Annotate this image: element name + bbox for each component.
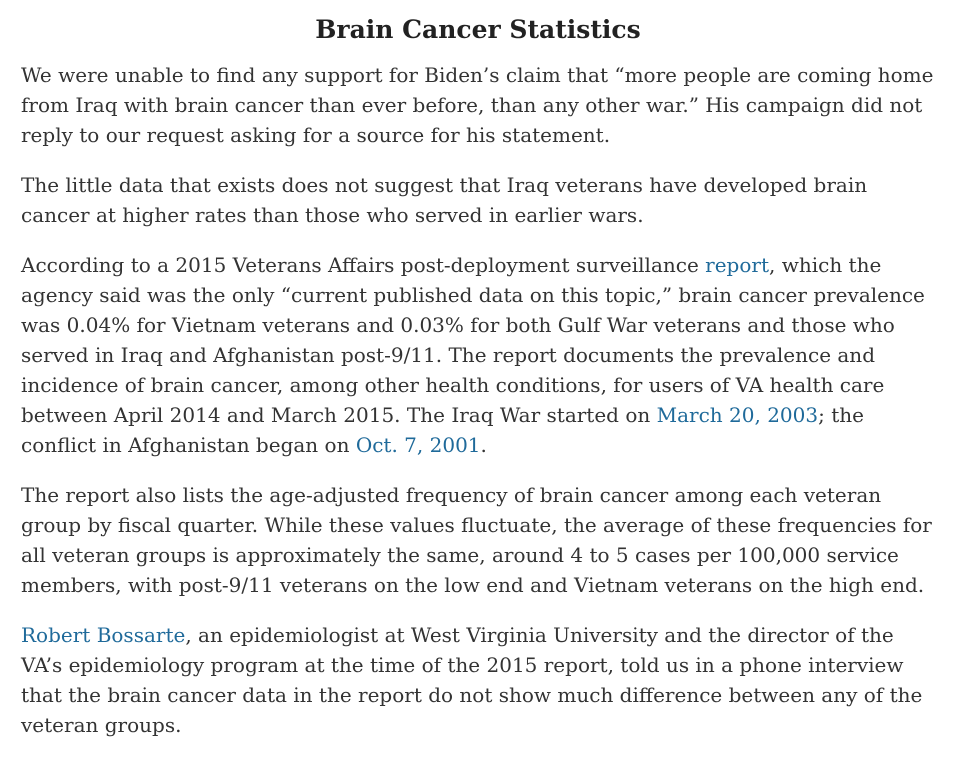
article-body [21, 60, 935, 740]
text-run: We were unable to find any support for Biden’s claim that “more people are coming home from Iraq with brain cancer than ever before, than any other war.” His campaign did not reply to our request asking for a source for his statement. [21, 63, 934, 147]
para-bossarte-interview [21, 620, 935, 740]
afghanistan-start-date-link[interactable]: Oct. 7, 2001 [355, 433, 481, 457]
para-biden-claim [21, 60, 935, 150]
report-link[interactable]: report [705, 253, 769, 277]
text-run: , which the agency said was the only “current published data on this topic,” brain cancer prevalence was 0.04% for Vietnam veterans and 0.03% for both Gulf War veterans and those who served in Iraq and Afghanistan post-9/11. The report documents the prevalence and incidence of brain cancer, among other health conditions, for users of VA health care between April 2014 and March 2015. The Iraq War started on [21, 253, 925, 427]
text-run: , an epidemiologist at West Virginia University and the director of the VA’s epidemiology program at the time of the 2015 report, told us in a phone interview that the brain cancer data in the report do not show much difference between any of the veteran groups. [21, 623, 923, 737]
iraq-war-start-date-link[interactable]: March 20, 2003 [656, 403, 819, 427]
text-run: The little data that exists does not suggest that Iraq veterans have developed brain cancer at higher rates than those who served in earlier wars. [21, 173, 868, 227]
para-little-data [21, 170, 935, 230]
text-run: . [480, 433, 487, 457]
text-run: The report also lists the age-adjusted frequency of brain cancer among each veteran group by fiscal quarter. While these values fluctuate, the average of these frequencies for all veteran groups is approximately the same, around 4 to 5 cases per 100,000 service members, with post-9/11 veterans on the low end and Vietnam veterans on the high end. [21, 483, 932, 597]
para-age-adjusted-frequency [21, 480, 935, 600]
robert-bossarte-link[interactable]: Robert Bossarte [21, 623, 186, 647]
para-va-report [21, 250, 935, 460]
text-run: According to a 2015 Veterans Affairs post-deployment surveillance [21, 253, 706, 277]
article-title: Brain Cancer Statistics [315, 15, 641, 44]
text-run: ; the conflict in Afghanistan began on [21, 403, 864, 457]
